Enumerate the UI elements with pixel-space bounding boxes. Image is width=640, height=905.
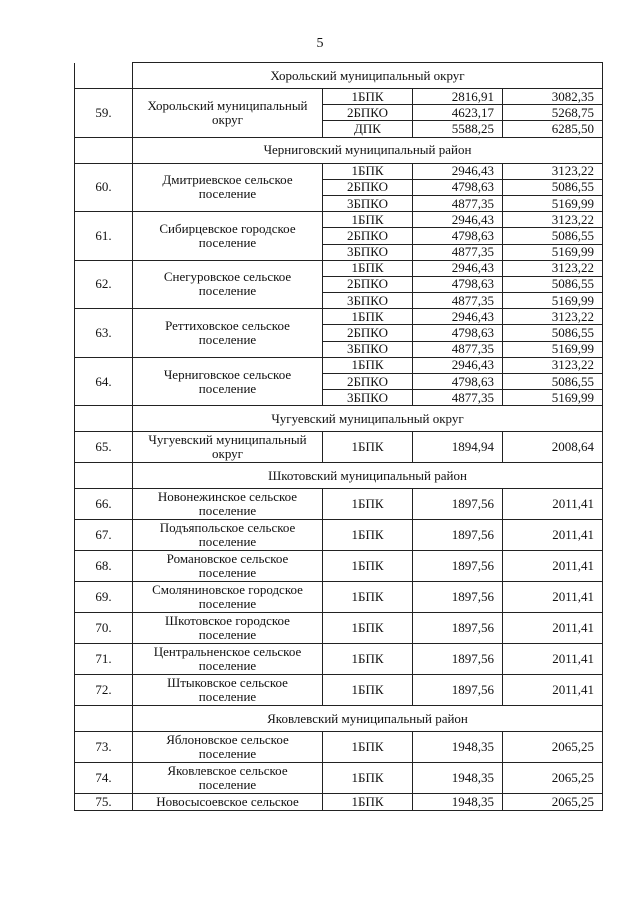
- value-second: 5086,55: [503, 228, 603, 244]
- type-code: 1БПК: [323, 582, 413, 613]
- table-row: [75, 644, 603, 675]
- table-row: [75, 357, 603, 373]
- table-row: [75, 763, 603, 794]
- entry-number: 64.: [75, 357, 133, 406]
- value-first: 2946,43: [413, 260, 503, 276]
- value-first: 4798,63: [413, 228, 503, 244]
- settlement-name: Реттиховское сельское поселение: [133, 309, 323, 358]
- type-code: 1БПК: [323, 212, 413, 228]
- type-code: 1БПК: [323, 675, 413, 706]
- settlement-name: Черниговское сельское поселение: [133, 357, 323, 406]
- settlement-name: Хорольский муниципальный округ: [133, 89, 323, 138]
- value-second: 2011,41: [503, 489, 603, 520]
- table-row: [75, 89, 603, 105]
- table-row: [75, 489, 603, 520]
- entry-number: 61.: [75, 212, 133, 261]
- type-code: 2БПКО: [323, 374, 413, 390]
- settlement-name: Смоляниновское городское поселение: [133, 582, 323, 613]
- entry-number: 59.: [75, 89, 133, 138]
- entry-number: 71.: [75, 644, 133, 675]
- value-first: 1897,56: [413, 675, 503, 706]
- entry-number: 60.: [75, 163, 133, 212]
- section-lead-cell: [75, 463, 133, 489]
- value-second: 2011,41: [503, 551, 603, 582]
- type-code: 1БПК: [323, 613, 413, 644]
- settlement-name: Штыковское сельское поселение: [133, 675, 323, 706]
- value-second: 3123,22: [503, 212, 603, 228]
- entry-number: 72.: [75, 675, 133, 706]
- value-second: 2065,25: [503, 794, 603, 811]
- settlement-name: Центральненское сельское поселение: [133, 644, 323, 675]
- value-second: 2011,41: [503, 675, 603, 706]
- entry-number: 75.: [75, 794, 133, 811]
- settlement-name: Чугуевский муниципальный округ: [133, 432, 323, 463]
- value-first: 4798,63: [413, 179, 503, 195]
- value-first: 2946,43: [413, 309, 503, 325]
- value-second: 5086,55: [503, 179, 603, 195]
- value-first: 4877,35: [413, 244, 503, 260]
- table-row: [75, 520, 603, 551]
- section-title: Черниговский муниципальный район: [133, 137, 603, 163]
- settlement-name: Яблоновское сельское поселение: [133, 732, 323, 763]
- table-row: [75, 551, 603, 582]
- value-first: 4877,35: [413, 341, 503, 357]
- value-first: 4877,35: [413, 195, 503, 211]
- section-header-row: [75, 406, 603, 432]
- table-row: [75, 582, 603, 613]
- type-code: 1БПК: [323, 763, 413, 794]
- table-row: [75, 163, 603, 179]
- value-first: 1897,56: [413, 613, 503, 644]
- value-first: 1948,35: [413, 763, 503, 794]
- value-first: 1894,94: [413, 432, 503, 463]
- type-code: 1БПК: [323, 260, 413, 276]
- entry-number: 74.: [75, 763, 133, 794]
- value-first: 2946,43: [413, 357, 503, 373]
- entry-number: 70.: [75, 613, 133, 644]
- type-code: 1БПК: [323, 163, 413, 179]
- type-code: 1БПК: [323, 520, 413, 551]
- table-body: [75, 63, 603, 811]
- entry-number: 69.: [75, 582, 133, 613]
- value-second: 2008,64: [503, 432, 603, 463]
- type-code: 3БПКО: [323, 293, 413, 309]
- settlement-name: Подъяпольское сельское поселение: [133, 520, 323, 551]
- section-lead-cell: [75, 706, 133, 732]
- page-number: 5: [316, 36, 324, 51]
- settlement-name: Новосысоевское сельское: [133, 794, 323, 811]
- settlement-name: Яковлевское сельское поселение: [133, 763, 323, 794]
- section-title: Шкотовский муниципальный район: [133, 463, 603, 489]
- value-first: 4877,35: [413, 390, 503, 406]
- settlement-name: Шкотовское городское поселение: [133, 613, 323, 644]
- type-code: 1БПК: [323, 794, 413, 811]
- type-code: 2БПКО: [323, 276, 413, 292]
- value-first: 4623,17: [413, 105, 503, 121]
- entry-number: 73.: [75, 732, 133, 763]
- section-header-row: [75, 706, 603, 732]
- section-title: Чугуевский муниципальный округ: [133, 406, 603, 432]
- table-row: [75, 794, 603, 811]
- value-first: 2816,91: [413, 89, 503, 105]
- type-code: 1БПК: [323, 551, 413, 582]
- section-title: Яковлевский муниципальный район: [133, 706, 603, 732]
- value-second: 5169,99: [503, 293, 603, 309]
- type-code: 2БПКО: [323, 325, 413, 341]
- entry-number: 66.: [75, 489, 133, 520]
- type-code: 1БПК: [323, 357, 413, 373]
- type-code: 1БПК: [323, 309, 413, 325]
- table-row: [75, 732, 603, 763]
- entry-number: 62.: [75, 260, 133, 309]
- value-second: 2011,41: [503, 520, 603, 551]
- value-first: 2946,43: [413, 212, 503, 228]
- type-code: ДПК: [323, 121, 413, 137]
- value-first: 1948,35: [413, 732, 503, 763]
- value-first: 1897,56: [413, 551, 503, 582]
- section-header-row: [75, 137, 603, 163]
- value-second: 3123,22: [503, 163, 603, 179]
- type-code: 1БПК: [323, 489, 413, 520]
- value-second: 5086,55: [503, 325, 603, 341]
- section-header-row: [75, 463, 603, 489]
- value-second: 6285,50: [503, 121, 603, 137]
- type-code: 1БПК: [323, 432, 413, 463]
- entry-number: 67.: [75, 520, 133, 551]
- section-lead-cell: [75, 406, 133, 432]
- value-first: 1897,56: [413, 644, 503, 675]
- value-second: 2065,25: [503, 732, 603, 763]
- value-second: 5268,75: [503, 105, 603, 121]
- type-code: 1БПК: [323, 89, 413, 105]
- table-row: [75, 675, 603, 706]
- table-row: [75, 613, 603, 644]
- type-code: 1БПК: [323, 644, 413, 675]
- value-first: 1897,56: [413, 489, 503, 520]
- settlement-name: Романовское сельское поселение: [133, 551, 323, 582]
- value-second: 2011,41: [503, 613, 603, 644]
- type-code: 1БПК: [323, 732, 413, 763]
- value-first: 1948,35: [413, 794, 503, 811]
- section-lead-cell: [75, 63, 133, 89]
- value-second: 2065,25: [503, 763, 603, 794]
- value-second: 3123,22: [503, 357, 603, 373]
- type-code: 2БПКО: [323, 105, 413, 121]
- value-second: 5169,99: [503, 195, 603, 211]
- value-second: 5169,99: [503, 244, 603, 260]
- section-title: Хорольский муниципальный округ: [133, 63, 603, 89]
- value-first: 5588,25: [413, 121, 503, 137]
- type-code: 3БПКО: [323, 195, 413, 211]
- type-code: 3БПКО: [323, 341, 413, 357]
- value-second: 3082,35: [503, 89, 603, 105]
- table-row: [75, 260, 603, 276]
- value-second: 5169,99: [503, 390, 603, 406]
- value-second: 5086,55: [503, 276, 603, 292]
- value-first: 4798,63: [413, 374, 503, 390]
- value-second: 5169,99: [503, 341, 603, 357]
- value-first: 4798,63: [413, 325, 503, 341]
- table-row: [75, 212, 603, 228]
- type-code: 3БПКО: [323, 390, 413, 406]
- tariff-table: [74, 62, 603, 811]
- table-row: [75, 309, 603, 325]
- value-second: 3123,22: [503, 309, 603, 325]
- type-code: 2БПКО: [323, 179, 413, 195]
- value-first: 1897,56: [413, 520, 503, 551]
- value-first: 4798,63: [413, 276, 503, 292]
- value-second: 3123,22: [503, 260, 603, 276]
- entry-number: 65.: [75, 432, 133, 463]
- section-lead-cell: [75, 137, 133, 163]
- settlement-name: Сибирцевское городское поселение: [133, 212, 323, 261]
- entry-number: 63.: [75, 309, 133, 358]
- value-first: 4877,35: [413, 293, 503, 309]
- section-header-row: [75, 63, 603, 89]
- settlement-name: Снегуровское сельское поселение: [133, 260, 323, 309]
- table-row: [75, 432, 603, 463]
- value-first: 2946,43: [413, 163, 503, 179]
- entry-number: 68.: [75, 551, 133, 582]
- value-second: 2011,41: [503, 644, 603, 675]
- value-first: 1897,56: [413, 582, 503, 613]
- type-code: 2БПКО: [323, 228, 413, 244]
- value-second: 5086,55: [503, 374, 603, 390]
- settlement-name: Новонежинское сельское поселение: [133, 489, 323, 520]
- settlement-name: Дмитриевское сельское поселение: [133, 163, 323, 212]
- value-second: 2011,41: [503, 582, 603, 613]
- type-code: 3БПКО: [323, 244, 413, 260]
